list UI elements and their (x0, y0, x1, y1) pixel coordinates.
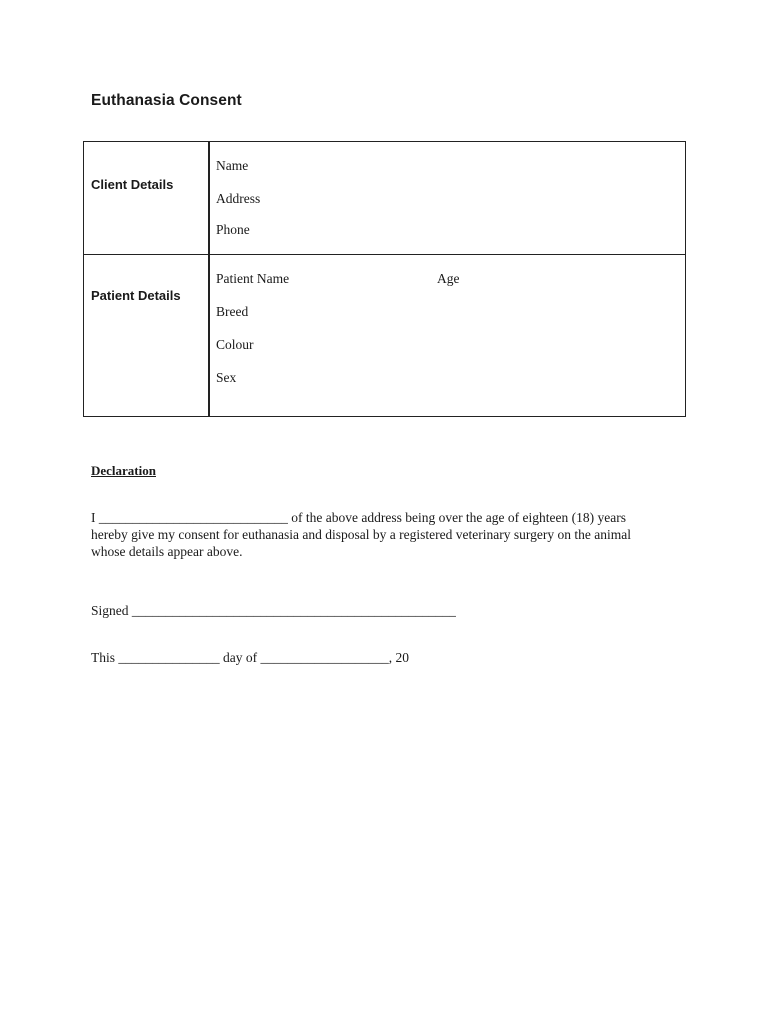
declaration-line: hereby give my consent for euthanasia and disposal by a registered veterinary surgery on the animal (91, 527, 631, 542)
client-phone-field-label: Phone (216, 222, 250, 237)
declaration-text (91, 509, 671, 560)
client-details-label: Client Details (91, 177, 174, 192)
page-title: Euthanasia Consent (91, 92, 242, 109)
client-details-row (84, 142, 685, 255)
declaration-line: whose details appear above. (91, 544, 243, 559)
client-name-field-label: Name (216, 158, 249, 173)
patient-breed-field-label: Breed (216, 304, 249, 319)
patient-details-label: Patient Details (91, 288, 181, 303)
date-line: This _______________ day of ___________________, 20 (91, 650, 409, 665)
details-table (83, 141, 686, 417)
column-divider (208, 255, 210, 416)
patient-colour-field-label: Colour (216, 337, 254, 352)
patient-age-field-label: Age (437, 271, 460, 286)
declaration-heading: Declaration (91, 463, 156, 478)
declaration-line: I ____________________________ of the above address being over the age of eighteen (18) years (91, 510, 626, 525)
patient-sex-field-label: Sex (216, 370, 237, 385)
patient-details-row (84, 255, 685, 416)
patient-name-field-label: Patient Name (216, 271, 290, 286)
column-divider (208, 142, 210, 254)
signature-line: Signed ________________________________________________ (91, 603, 456, 618)
client-address-field-label: Address (216, 191, 261, 206)
